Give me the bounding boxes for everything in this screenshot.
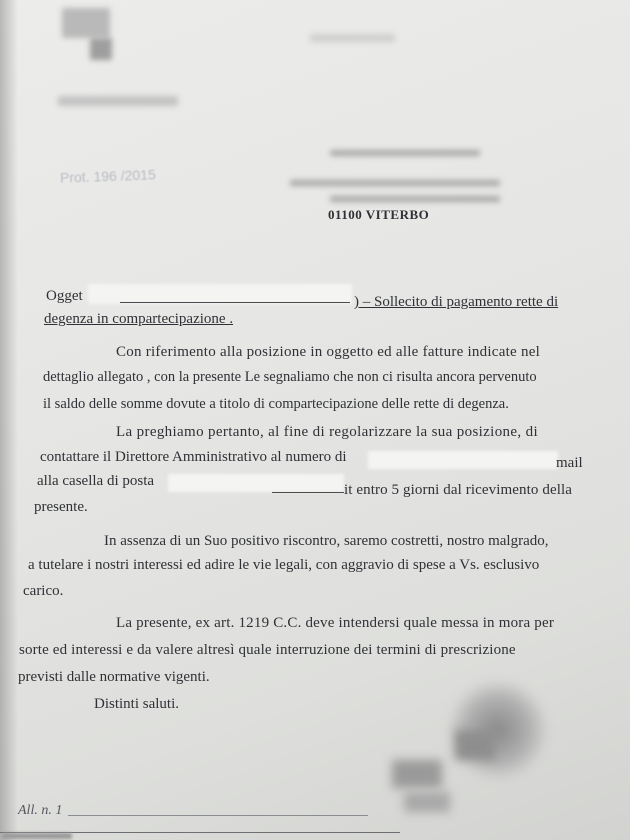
letterhead-logo (62, 8, 110, 38)
body-p1-line-3: il saldo delle somme dovute a titolo di compartecipazione delle rette di degenza. (43, 396, 509, 412)
recipient-address-line (290, 180, 500, 186)
body-p2-line-2: contattare il Direttore Amministrativo al numero di (40, 449, 347, 465)
body-p4-line-2: sorte ed interessi e da valere altresì quale interruzione dei termini di prescrizione (19, 642, 516, 658)
protocol-stamp: Prot. 196 /2015 (59, 166, 157, 186)
recipient-city: 01100 VITERBO (328, 207, 430, 222)
body-p4-line-3: previsti dalle normative vigenti. (18, 669, 210, 685)
body-p2-mail: mail (556, 455, 583, 471)
body-p3-line-2: a tutelare i nostri interessi ed adire le vie legali, con aggravio di spese a Vs. esclusivo (28, 557, 540, 573)
attachment-rule (68, 815, 368, 816)
subject-line-1: ) – Sollecito di pagamento rette di (354, 294, 559, 310)
subject-underline (120, 302, 350, 303)
body-p1-line-2: dettaglio allegato , con la presente Le segnaliamo che non ci risulta ancora pervenuto (43, 369, 537, 385)
email-redaction (168, 474, 344, 492)
recipient-address-line (330, 150, 480, 156)
phone-redaction (368, 451, 558, 469)
recipient-address-line (330, 196, 500, 202)
email-underline (272, 492, 344, 493)
footer-text (2, 833, 72, 839)
subject-line-2: degenza in compartecipazione . (44, 311, 234, 327)
page-edge-shadow (0, 0, 18, 840)
subject-prefix: Ogget (46, 288, 83, 304)
body-p1-line-1: Con riferimento alla posizione in oggetto ed alle fatture indicate nel (116, 344, 541, 360)
body-p2-line-1: La preghiamo pertanto, al fine di regolarizzare la sua posizione, di (116, 424, 538, 440)
attachment-label: All. n. 1 (18, 803, 63, 818)
body-p4-line-1: La presente, ex art. 1219 C.C. deve intendersi quale messa in mora per (116, 615, 555, 631)
body-p2-line-3-start: alla casella di posta (37, 473, 155, 489)
body-p3-line-1: In assenza di un Suo positivo riscontro, saremo costretti, nostro malgrado, (104, 533, 549, 549)
body-p2-line-4: presente. (34, 499, 88, 515)
letterhead-logo-mark (90, 38, 112, 60)
signature (392, 760, 442, 788)
letterhead-text (58, 96, 178, 106)
letterhead-small-text (310, 34, 395, 42)
closing-salutation: Distinti saluti. (94, 696, 180, 712)
subject-redaction (88, 284, 352, 304)
body-p2-line-3-end: it entro 5 giorni dal ricevimento della (344, 482, 572, 498)
body-p3-line-3: carico. (23, 583, 64, 599)
signature (404, 792, 450, 812)
signature (455, 730, 495, 760)
